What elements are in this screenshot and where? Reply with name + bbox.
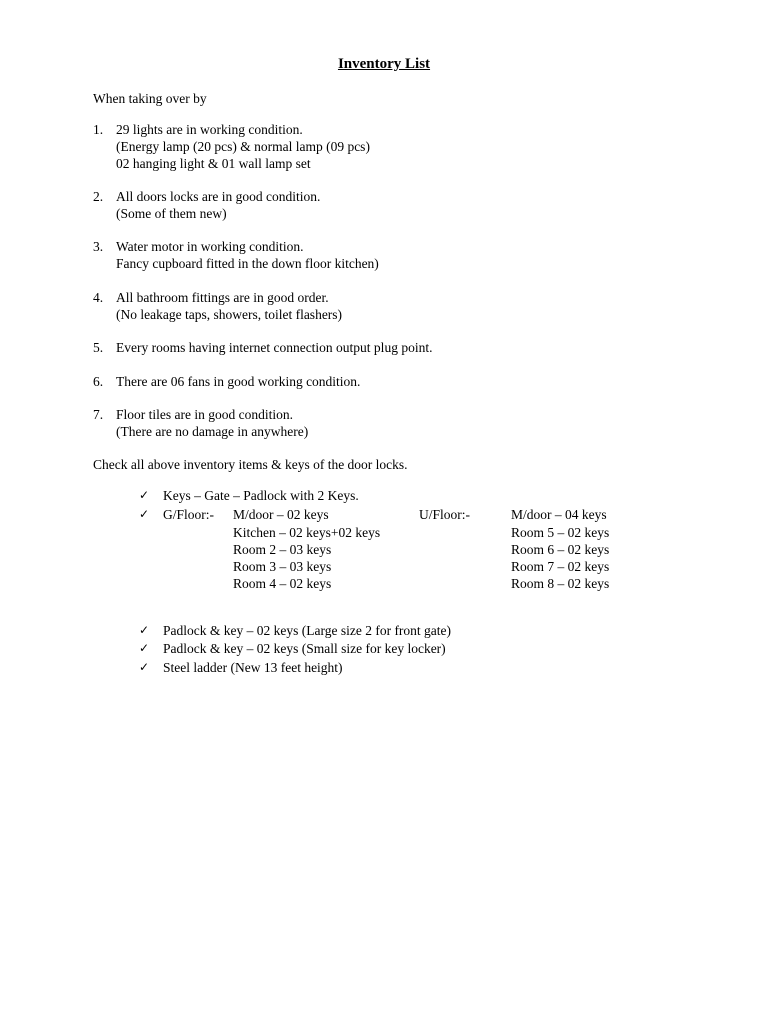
- check-mark-icon: ✓: [139, 660, 150, 674]
- extra-item: Steel ladder (New 13 feet height): [163, 660, 343, 675]
- extra-item: Padlock & key – 02 keys (Small size for key locker): [163, 641, 446, 656]
- item-line: 02 hanging light & 01 wall lamp set: [116, 156, 311, 171]
- item-line: (Some of them new): [116, 206, 227, 221]
- gfloor-key-item: M/door – 02 keys: [233, 507, 329, 522]
- item-line: All doors locks are in good condition.: [116, 189, 321, 204]
- extra-item: Padlock & key – 02 keys (Large size 2 for front gate): [163, 623, 452, 638]
- gfloor-key-item: Room 4 – 02 keys: [233, 576, 332, 591]
- ufloor-key-item: Room 8 – 02 keys: [511, 576, 610, 591]
- item-line: (No leakage taps, showers, toilet flashers): [116, 307, 343, 322]
- document-title: Inventory List: [337, 56, 431, 72]
- item-number: 1.: [93, 122, 104, 137]
- ufloor-label: U/Floor:-: [419, 507, 471, 522]
- item-number: 4.: [93, 290, 104, 305]
- item-line: (Energy lamp (20 pcs) & normal lamp (09 pcs): [116, 139, 370, 154]
- item-line: 29 lights are in working condition.: [116, 122, 303, 137]
- keys-gate: Keys – Gate – Padlock with 2 Keys.: [163, 488, 359, 503]
- item-line: Fancy cupboard fitted in the down floor kitchen): [116, 256, 379, 271]
- check-instruction: Check all above inventory items & keys of the door locks.: [93, 457, 408, 472]
- item-line: (There are no damage in anywhere): [116, 424, 309, 439]
- check-mark-icon: ✓: [139, 623, 150, 637]
- item-line: There are 06 fans in good working condition.: [116, 374, 361, 389]
- gfloor-key-item: Room 3 – 03 keys: [233, 559, 332, 574]
- gfloor-key-item: Kitchen – 02 keys+02 keys: [233, 525, 381, 540]
- item-line: All bathroom fittings are in good order.: [116, 290, 329, 305]
- item-number: 2.: [93, 189, 104, 204]
- item-number: 3.: [93, 239, 104, 254]
- item-number: 6.: [93, 374, 104, 389]
- ufloor-key-item: Room 5 – 02 keys: [511, 525, 610, 540]
- item-number: 5.: [93, 340, 104, 355]
- ufloor-key-item: Room 6 – 02 keys: [511, 542, 610, 557]
- item-line: Every rooms having internet connection output plug point.: [116, 340, 433, 355]
- ufloor-key-item: M/door – 04 keys: [511, 507, 607, 522]
- gfloor-key-item: Room 2 – 03 keys: [233, 542, 332, 557]
- check-mark-icon: ✓: [139, 641, 150, 655]
- check-mark-icon: ✓: [139, 507, 150, 521]
- item-line: Water motor in working condition.: [116, 239, 304, 254]
- item-number: 7.: [93, 407, 104, 422]
- item-line: Floor tiles are in good condition.: [116, 407, 293, 422]
- ufloor-key-item: Room 7 – 02 keys: [511, 559, 610, 574]
- check-mark-icon: ✓: [139, 488, 150, 502]
- intro-text: When taking over by: [93, 91, 207, 106]
- gfloor-label: G/Floor:-: [163, 507, 215, 522]
